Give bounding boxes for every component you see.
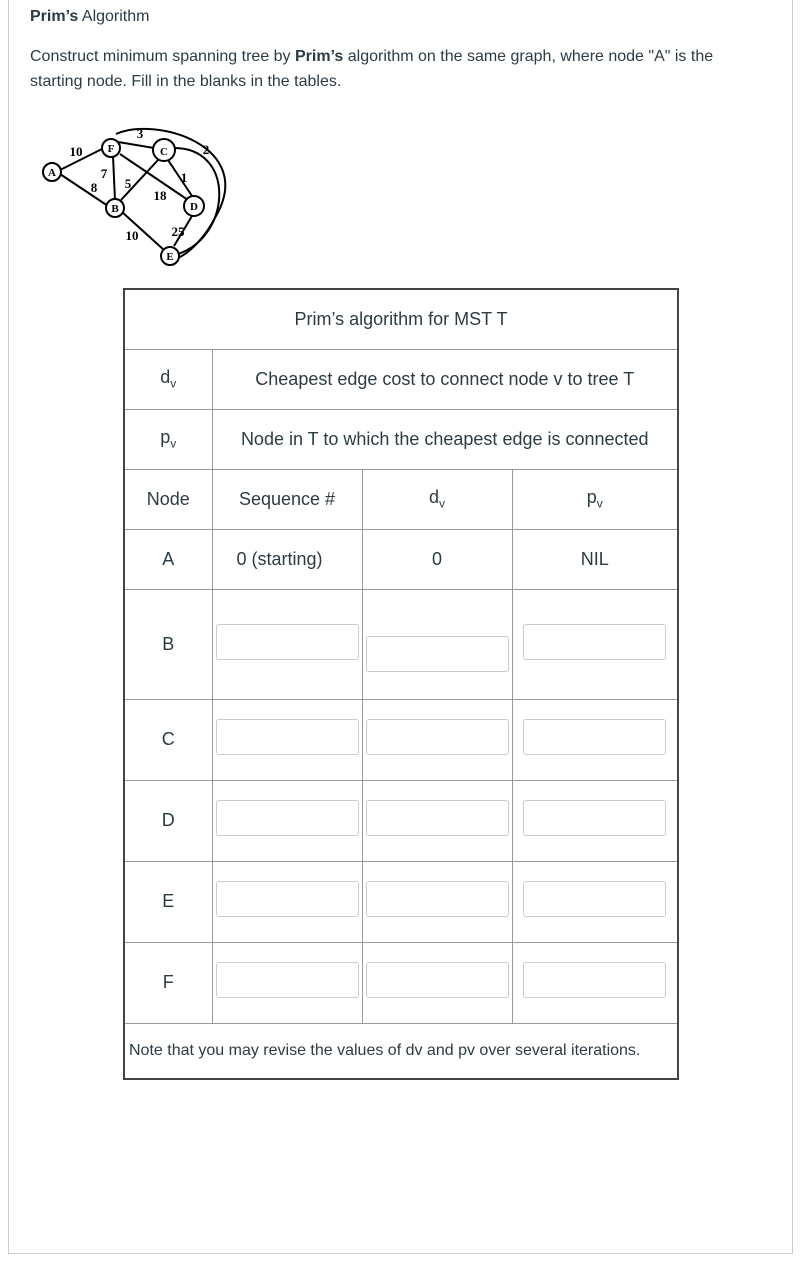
row-d-sequence-input[interactable] xyxy=(216,800,359,836)
weight-c-d: 1 xyxy=(180,170,188,185)
weight-b-c: 5 xyxy=(124,176,132,191)
row-b-node: B xyxy=(124,589,212,699)
page-title: Prim’s Algorithm xyxy=(30,8,150,25)
graph-diagram xyxy=(36,126,236,272)
edge-f-b xyxy=(113,156,115,200)
table-title: Prim’s algorithm for MST T xyxy=(124,289,678,349)
row-f-node: F xyxy=(124,942,212,1023)
row-b-pv-input[interactable] xyxy=(523,624,666,660)
row-b-sequence-input[interactable] xyxy=(216,624,359,660)
header-dv: $d_v$ xyxy=(362,469,512,529)
row-a-sequence: 0 (starting) xyxy=(212,529,362,589)
row-f-dv-input[interactable] xyxy=(366,962,509,998)
row-c-sequence-input[interactable] xyxy=(216,719,359,755)
row-d-node: D xyxy=(124,780,212,861)
node-label-f: F xyxy=(107,143,115,155)
header-node: Node xyxy=(124,469,212,529)
row-e-node: E xyxy=(124,861,212,942)
weight-c-e-outer: 2 xyxy=(202,142,210,157)
node-label-e: E xyxy=(166,251,174,263)
node-label-b: B xyxy=(111,203,119,215)
weight-b-e: 10 xyxy=(125,228,139,243)
row-a-dv: 0 xyxy=(362,529,512,589)
weight-a-b: 8 xyxy=(90,180,98,195)
weight-f-c: 3 xyxy=(136,126,144,141)
header-pv: $p_v$ xyxy=(512,469,678,529)
pv-symbol: $p_v$ xyxy=(124,409,212,469)
row-d-pv-input[interactable] xyxy=(523,800,666,836)
row-a-pv: NIL xyxy=(512,529,678,589)
row-e-dv-input[interactable] xyxy=(366,881,509,917)
row-e-sequence-input[interactable] xyxy=(216,881,359,917)
row-b-dv-input[interactable] xyxy=(366,636,509,672)
edge-f-c xyxy=(118,142,154,148)
table-note: Note that you may revise the values of dv and pv over several iterations. xyxy=(124,1023,678,1079)
row-f-pv-input[interactable] xyxy=(523,962,666,998)
row-c-pv-input[interactable] xyxy=(523,719,666,755)
weight-a-f: 10 xyxy=(69,144,83,159)
row-c-node: C xyxy=(124,699,212,780)
node-label-a: A xyxy=(48,167,56,179)
row-a-node: A xyxy=(124,529,212,589)
question-description: Construct minimum spanning tree by Prim’s algorithm on the same graph, where node "A" is the starting node. Fill in the blanks in the tables. xyxy=(30,48,714,90)
weight-f-d: 18 xyxy=(153,188,167,203)
row-f-sequence-input[interactable] xyxy=(216,962,359,998)
weight-f-b: 7 xyxy=(100,166,108,181)
node-label-c: C xyxy=(160,146,168,158)
row-c-dv-input[interactable] xyxy=(366,719,509,755)
prim-table xyxy=(123,288,679,1080)
pv-description: Node in T to which the cheapest edge is connected xyxy=(212,409,678,469)
weight-d-e: 25 xyxy=(171,224,185,239)
dv-symbol: $d_v$ xyxy=(124,349,212,409)
header-sequence: Sequence # xyxy=(212,469,362,529)
dv-description: Cheapest edge cost to connect node v to tree T xyxy=(212,349,678,409)
row-e-pv-input[interactable] xyxy=(523,881,666,917)
row-d-dv-input[interactable] xyxy=(366,800,509,836)
node-label-d: D xyxy=(190,201,198,213)
